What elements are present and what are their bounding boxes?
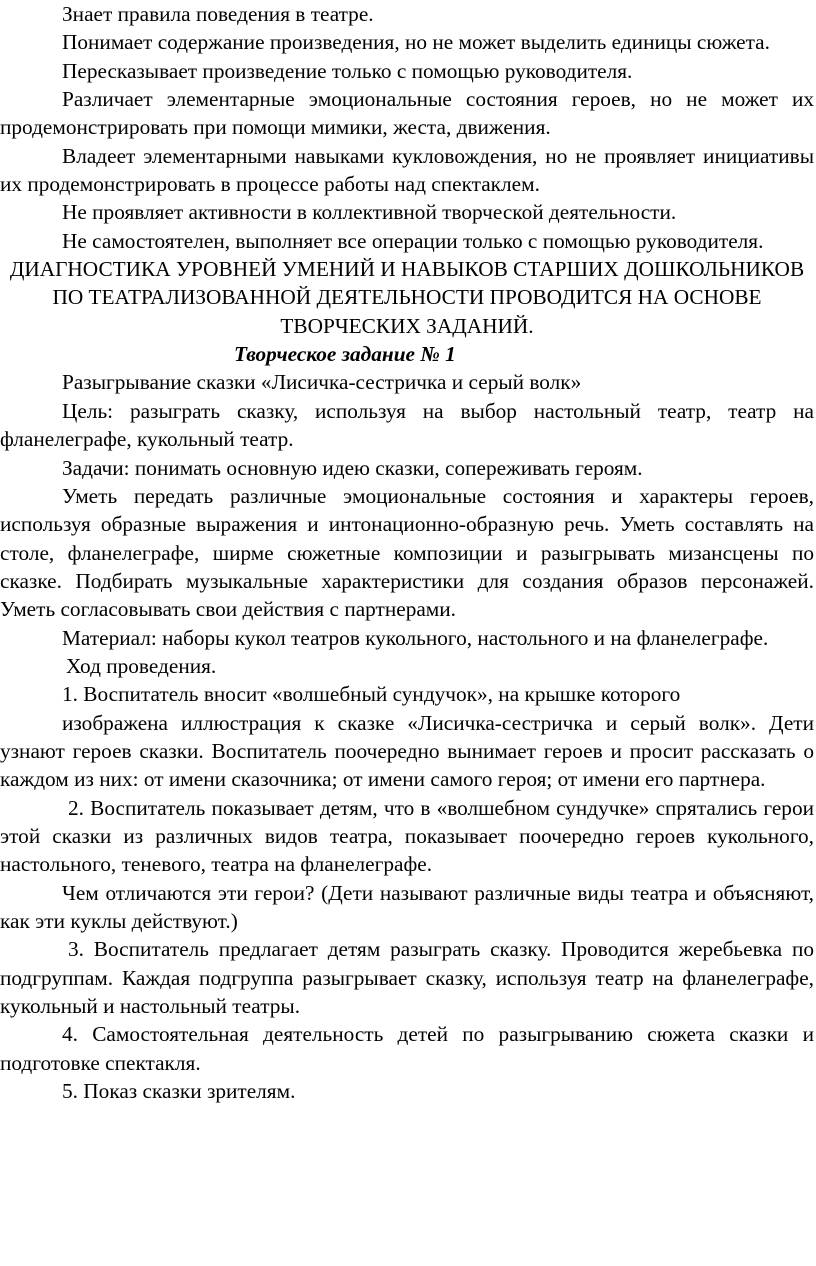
task-title: Творческое задание № 1: [234, 342, 456, 367]
step-1-first-line: 1. Воспитатель вносит «волшебный сундучок», на крышке которого: [62, 682, 681, 707]
intro-paragraph-1: Знает правила поведения в театре.: [62, 2, 374, 26]
section-heading: ДИАГНОСТИКА УРОВНЕЙ УМЕНИЙ И НАВЫКОВ СТАРШИХ ДОШКОЛЬНИКОВ ПО ТЕАТРАЛИЗОВАННОЙ ДЕЯТЕЛЬНОСТИ ПРОВОДИТСЯ НА ОСНОВЕ ТВОРЧЕСКИХ ЗАДАНИЙ.: [9, 257, 805, 338]
step-5: 5. Показ сказки зрителям.: [62, 1079, 296, 1104]
intro-paragraph-6: Не проявляет активности в коллективной творческой деятельности.: [62, 200, 677, 225]
intro-paragraph-7: Не самостоятелен, выполняет все операции только с помощью руководителя.: [62, 228, 764, 253]
step-1-continuation: изображена иллюстрация к сказке «Лисичка-сестричка и серый волк». Дети узнают героев сказки. Воспитатель поочередно вынимает героев и просит рассказать о каждом из них: от имени сказочника; от имени самого героя; от имени его партнера.: [0, 710, 814, 792]
step-2-question: Чем отличаются эти герои? (Дети называют различные виды театра и объясняют, как эти куклы действуют.): [0, 880, 814, 933]
task-name: Разыгрывание сказки «Лисичка-сестричка и серый волк»: [62, 370, 582, 395]
task-goal: Цель: разыграть сказку, используя на выбор настольный театр, театр на фланелеграфе, кукольный театр.: [0, 398, 814, 452]
task-skills: Уметь передать различные эмоциональные состояния и характеры героев, используя образные выражения и интонационно-образную речь. Уметь составлять на столе, фланелеграфе, ширме сюжетные композиции и разыгрывать мизансцены по сказке. Подбирать музыкальные характеристики для создания образов персонажей. Уметь согласовывать свои действия с партнерами.: [0, 483, 814, 622]
step-3: 3. Воспитатель предлагает детям разыграть сказку. Проводится жеребьевка по подгруппам. Каждая подгруппа разыгрывает сказку, используя театр на фланелеграфе, кукольный и настольный театры.: [0, 937, 814, 1019]
step-2: 2. Воспитатель показывает детям, что в «волшебном сундучке» спрятались герои этой сказки из различных видов театра, показывает поочередно героев кукольного, настольного, теневого, театра на фланелеграфе.: [0, 795, 814, 877]
task-material: Материал: наборы кукол театров кукольного, настольного и на фланелеграфе.: [62, 625, 769, 650]
intro-paragraph-4: Различает элементарные эмоциональные состояния героев, но не может их продемонстрировать при помощи мимики, жеста, движения.: [0, 87, 814, 140]
intro-paragraph-3: Пересказывает произведение только с помощью руководителя.: [62, 58, 633, 83]
intro-paragraph-2: Понимает содержание произведения, но не может выделить единицы сюжета.: [62, 30, 770, 55]
step-4: 4. Самостоятельная деятельность детей по разыгрыванию сюжета сказки и подготовке спектакля.: [0, 1022, 814, 1075]
procedure-label: Ход проведения.: [66, 653, 217, 678]
task-objectives: Задачи: понимать основную идею сказки, сопереживать героям.: [62, 455, 643, 480]
intro-paragraph-5: Владеет элементарными навыками кукловождения, но не проявляет инициативы их продемонстрировать в процессе работы над спектаклем.: [0, 143, 814, 197]
